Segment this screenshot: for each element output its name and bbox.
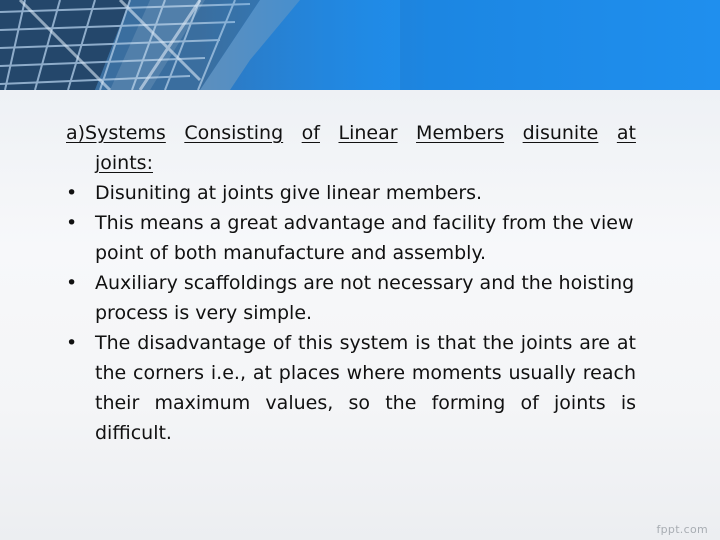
glass-building-graphic	[0, 0, 720, 90]
bullet-item	[66, 328, 636, 448]
heading-word: Consisting	[184, 122, 284, 144]
heading-continuation: joints:	[95, 152, 153, 174]
heading-word: disunite	[522, 122, 599, 144]
heading-word: Members	[416, 122, 505, 144]
heading-word: a)Systems	[66, 122, 166, 144]
bullet-text: • This means a great advantage and facility from the view point of both manufacture and assembly.	[95, 212, 634, 264]
slide-content	[66, 118, 636, 448]
bullet-text: • The disadvantage of this system is that the joints are at the corners i.e., at places where moments usually reach their maximum values, so the forming of joints is difficult.	[95, 332, 636, 444]
bullet-text: • Auxiliary scaffoldings are not necessary and the hoisting process is very simple.	[95, 272, 635, 324]
bullet-item	[66, 178, 636, 208]
bullet-item	[66, 268, 636, 328]
slide-heading	[66, 118, 636, 148]
watermark: fppt.com	[656, 523, 708, 536]
heading-word: Linear	[338, 122, 398, 144]
heading-word: of	[301, 122, 320, 144]
bullet-item	[66, 208, 636, 268]
heading-word: at	[616, 122, 636, 144]
bullet-text: • Disuniting at joints give linear members.	[95, 182, 483, 204]
header-banner-image	[0, 0, 720, 90]
